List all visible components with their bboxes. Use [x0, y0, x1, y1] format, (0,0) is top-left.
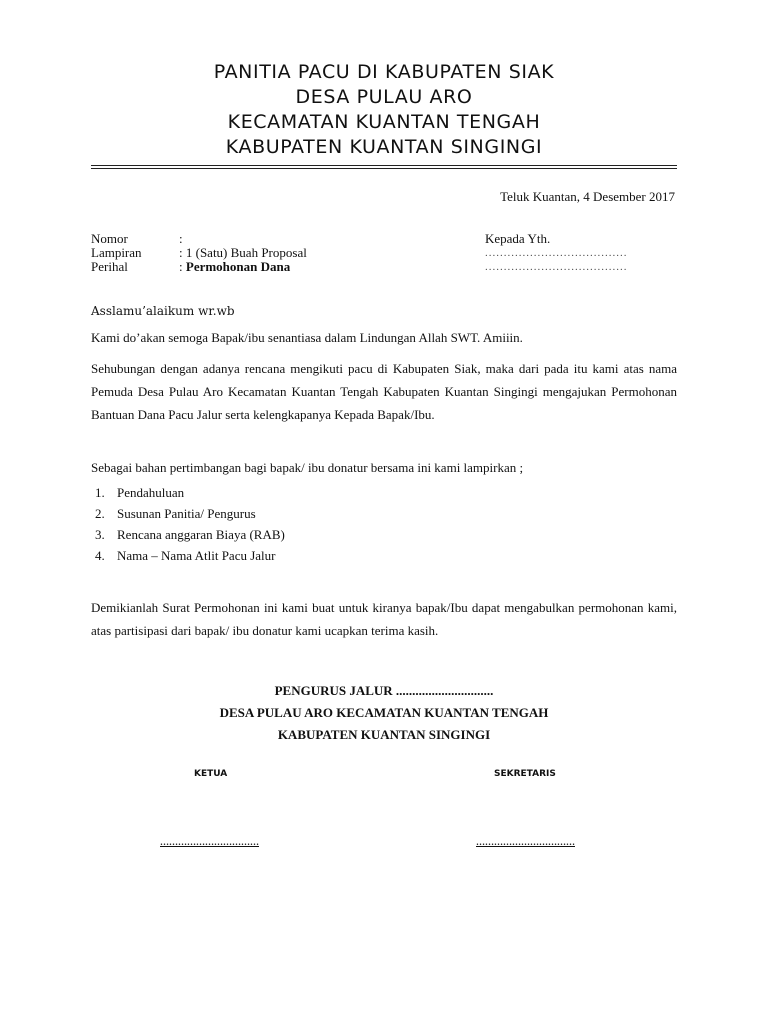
perihal-colon: :	[179, 259, 186, 274]
list-item-number: 1.	[95, 485, 105, 500]
sekretaris-signature-line: ……………………………	[476, 837, 575, 847]
body-paragraph-2: Sehubungan dengan adanya rencana mengikuti pacu di Kabupaten Siak, maka dari pada itu kami atas nama Pemuda Desa Pulau Aro Kecamatan Kuantan Tengah Kabupaten Kuantan Singingi mengajukan Permohonan Bantuan Dana Pacu Jalur serta kelengkapanya Kepada Bapak/Ibu.	[91, 361, 677, 422]
meta-row-nomor	[91, 232, 307, 246]
ketua-label: KETUA	[194, 769, 228, 779]
perihal-label: Perihal	[91, 259, 128, 274]
list-item	[95, 482, 285, 503]
letter-date: Teluk Kuantan, 4 Desember 2017	[500, 189, 675, 204]
list-item-text: Rencana anggaran Biaya (RAB)	[117, 527, 285, 542]
recipient-line-1: ......................................	[485, 247, 628, 259]
header-line-3: KECAMATAN KUANTAN TENGAH	[227, 111, 541, 133]
salutation: Asslamu’alaikum wr.wb	[91, 304, 235, 318]
header-line-2: DESA PULAU ARO	[295, 86, 473, 108]
list-item-text: Pendahuluan	[117, 485, 185, 500]
header-rule-top	[91, 165, 677, 166]
attachment-list	[95, 482, 285, 566]
list-item	[95, 545, 285, 566]
letter-header	[0, 60, 768, 160]
lampiran-value: : 1 (Satu) Buah Proposal	[179, 245, 307, 260]
body-paragraph-1: Kami do’akan semoga Bapak/ibu senantiasa dalam Lindungan Allah SWT. Amiiin.	[91, 330, 523, 345]
meta-row-perihal	[91, 260, 307, 274]
recipient-block	[485, 232, 628, 274]
header-rule-bottom	[91, 168, 677, 169]
letter-meta	[91, 232, 307, 274]
list-item-number: 4.	[95, 548, 105, 563]
header-line-4: KABUPATEN KUANTAN SINGINGI	[225, 136, 543, 158]
list-item-number: 2.	[95, 506, 105, 521]
list-item-text: Nama – Nama Atlit Pacu Jalur	[117, 548, 276, 563]
perihal-value: Permohonan Dana	[185, 259, 291, 274]
list-item	[95, 524, 285, 545]
meta-row-lampiran	[91, 246, 307, 260]
nomor-value: :	[179, 231, 183, 246]
lampiran-label: Lampiran	[91, 245, 142, 260]
list-item-text: Susunan Panitia/ Pengurus	[117, 506, 256, 521]
closing-paragraph: Demikianlah Surat Permohonan ini kami buat untuk kiranya bapak/Ibu dapat mengabulkan permohonan kami, atas partisipasi dari bapak/ ibu donatur kami ucapkan terima kasih.	[91, 600, 677, 638]
nomor-label: Nomor	[91, 231, 128, 246]
signature-line-2: DESA PULAU ARO KECAMATAN KUANTAN TENGAH	[219, 705, 549, 720]
recipient-line-2: ......................................	[485, 261, 628, 273]
sekretaris-label: SEKRETARIS	[494, 769, 556, 779]
ketua-signature-line: ……………………………	[160, 837, 259, 847]
signature-line-1: PENGURUS JALUR ..............................	[274, 683, 494, 698]
list-item	[95, 503, 285, 524]
recipient-greeting: Kepada Yth.	[485, 231, 551, 246]
list-item-number: 3.	[95, 527, 105, 542]
signature-line-3: KABUPATEN KUANTAN SINGINGI	[277, 727, 491, 742]
header-line-1: PANITIA PACU DI KABUPATEN SIAK	[213, 61, 555, 83]
body-paragraph-3: Sebagai bahan pertimbangan bagi bapak/ ibu donatur bersama ini kami lampirkan ;	[91, 460, 524, 475]
